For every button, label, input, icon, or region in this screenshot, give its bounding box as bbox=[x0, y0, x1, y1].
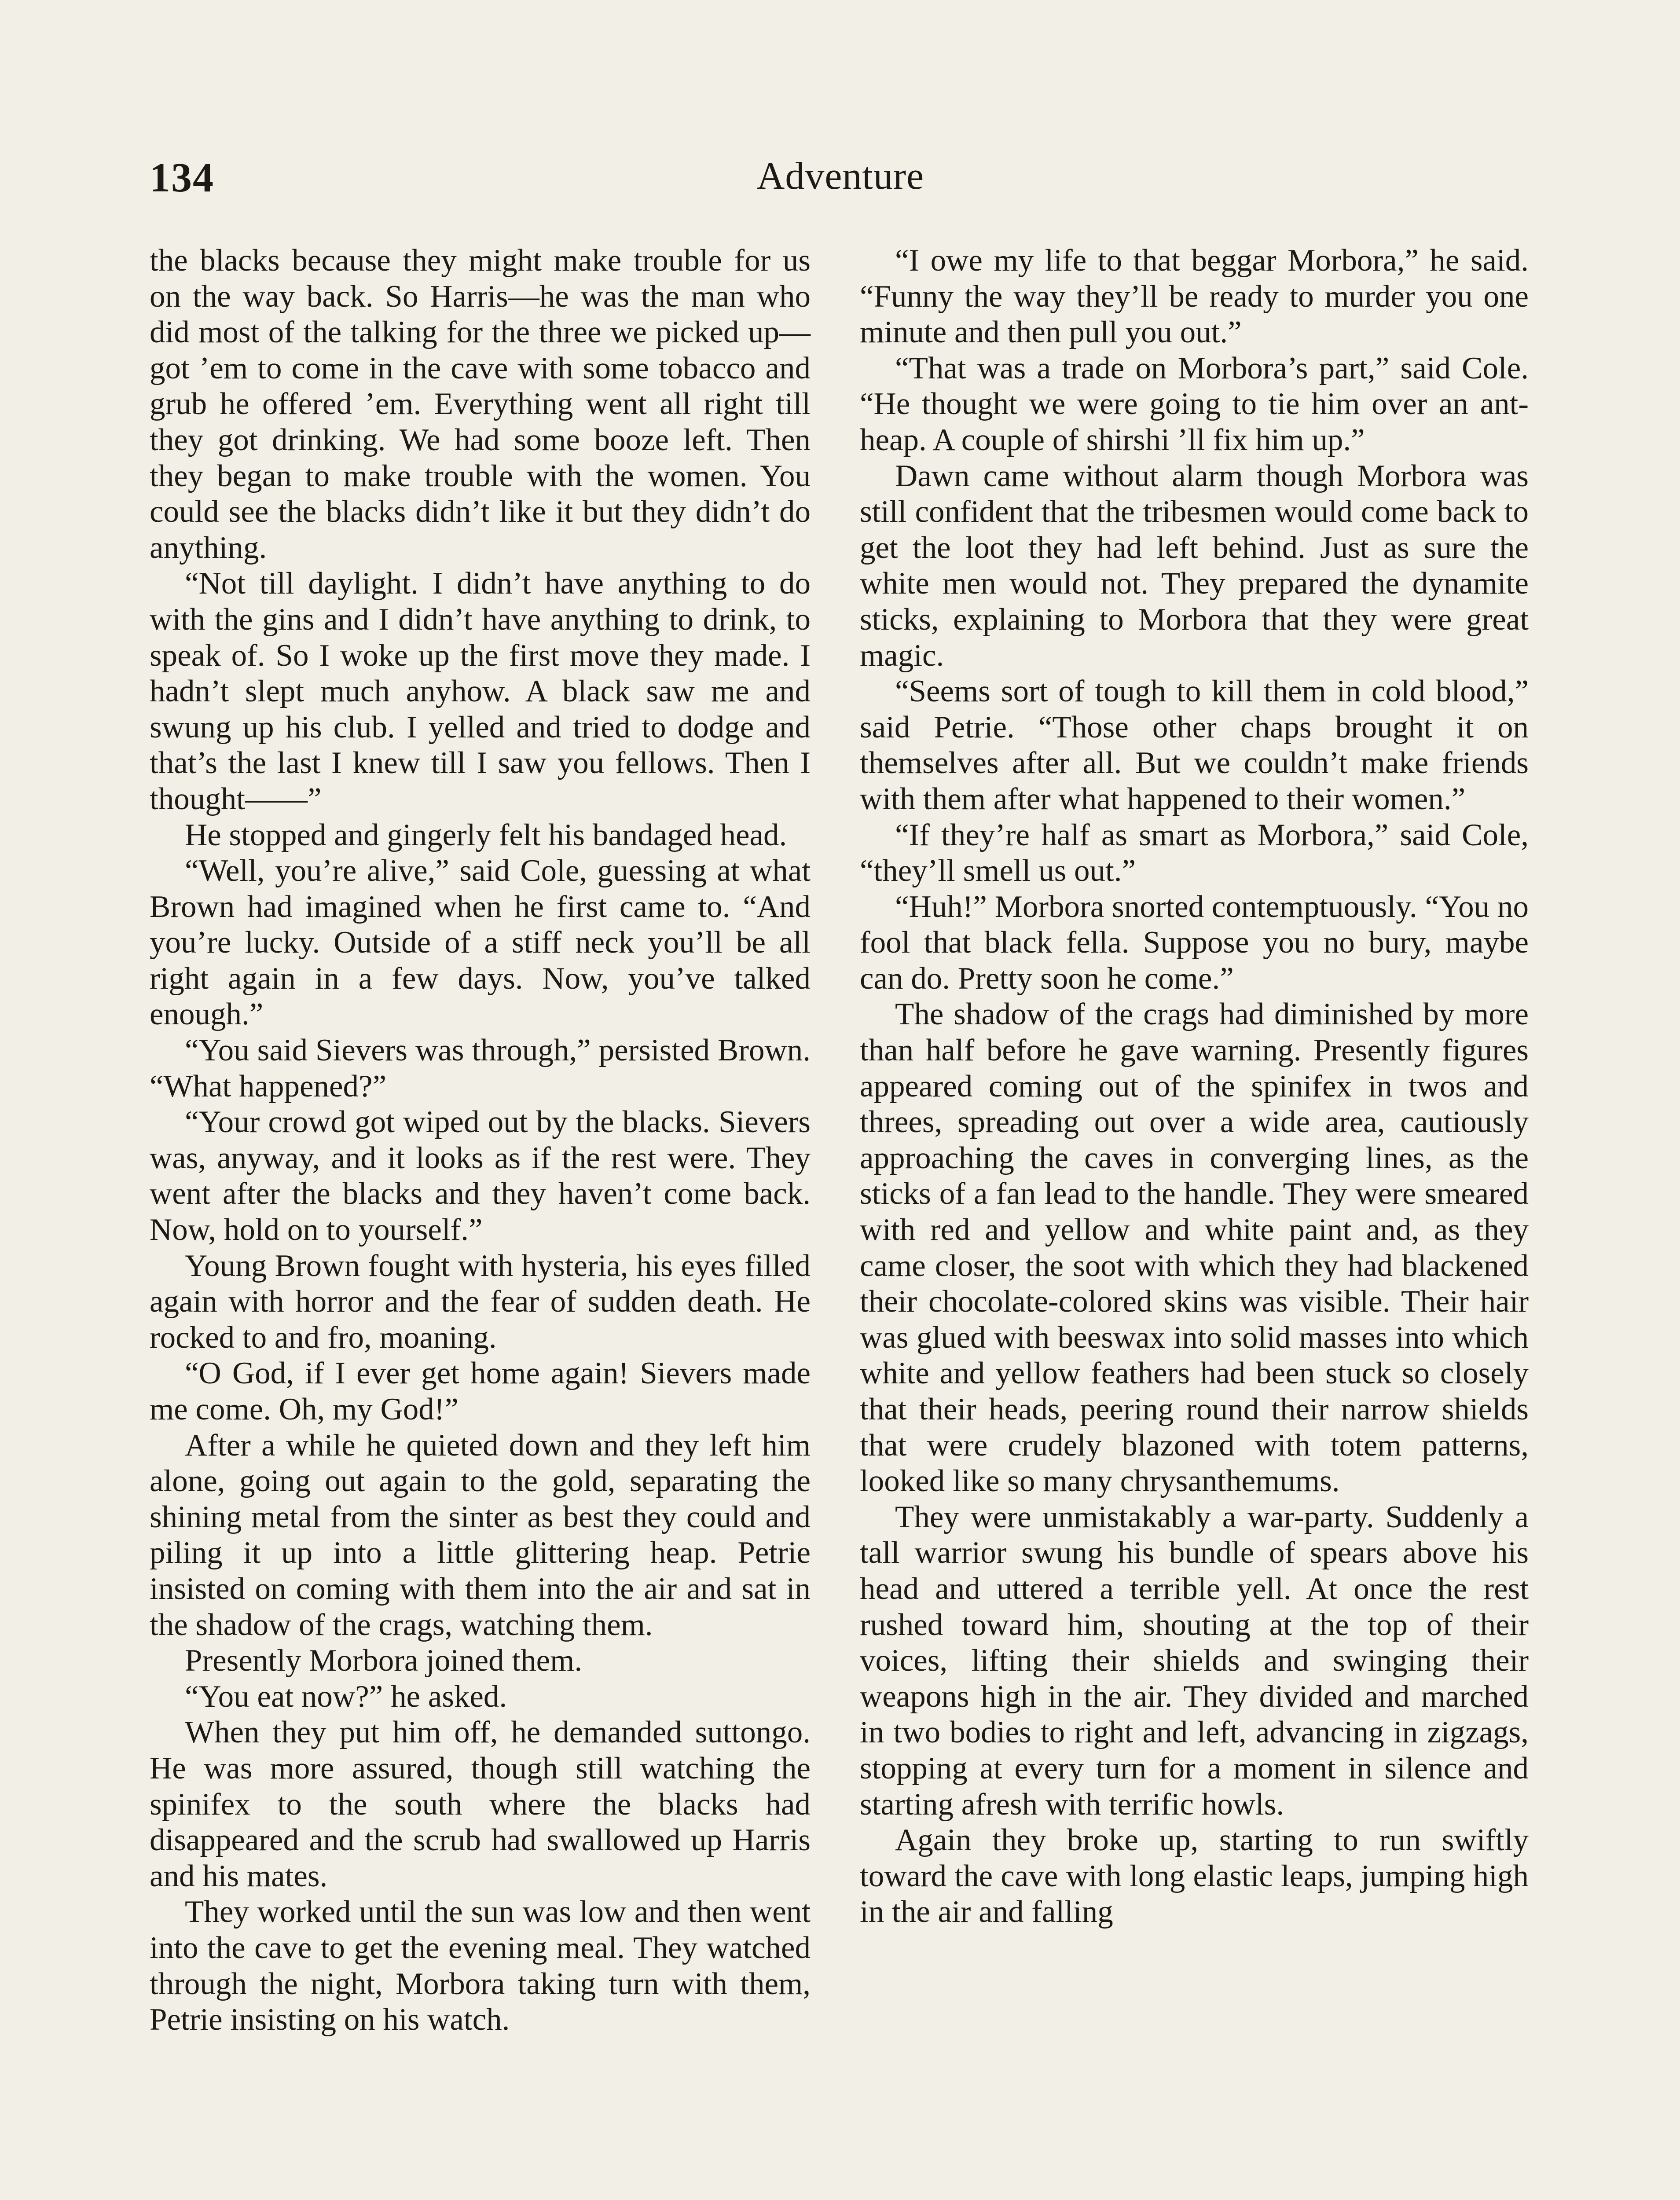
paragraph: “You said Sievers was through,” persisted Brown. “What happened?” bbox=[150, 1033, 811, 1104]
paragraph: They were unmistakably a war-party. Suddenly a tall warrior swung his bundle of spears above his head and uttered a terrible yell. At once the rest rushed toward him, shouting at the top of their voices, lifting their shields and swinging their weapons high in the air. They divided and marched in two bodies to right and left, advancing in zigzags, stopping at every turn for a moment in silence and starting afresh with terrific howls. bbox=[860, 1500, 1529, 1822]
paragraph: “You eat now?” he asked. bbox=[185, 1679, 507, 1714]
page-number: 134 bbox=[150, 155, 214, 201]
paragraph: They worked until the sun was low and then went into the cave to get the evening meal. They watched through the night, Morbora taking turn with them, Petrie insisting on his watch. bbox=[150, 1895, 811, 2037]
paragraph: He stopped and gingerly felt his bandaged head. bbox=[185, 818, 787, 852]
paragraph: “Well, you’re alive,” said Cole, guessing at what Brown had imagined when he first came to. “And you’re lucky. Outside of a stiff neck you’ll be all right again in a few days. Now, you’ve talked enough.” bbox=[150, 854, 811, 1032]
paragraph: Young Brown fought with hysteria, his eyes filled again with horror and the fear of sudden death. He rocked to and fro, moaning. bbox=[150, 1248, 811, 1355]
left-column bbox=[150, 243, 811, 2038]
page-header bbox=[150, 154, 1531, 216]
paragraph: “Your crowd got wiped out by the blacks. Sievers was, anyway, and it looks as if the rest were. They went after the blacks and they haven’t come back. Now, hold on to yourself.” bbox=[150, 1105, 811, 1247]
paragraph: When they put him off, he demanded suttongo. He was more assured, though still watching the spinifex to the south where the blacks had disappeared and the scrub had swallowed up Harris and his mates. bbox=[150, 1715, 811, 1893]
paragraph: The shadow of the crags had diminished by more than half before he gave warning. Presently figures appeared coming out of the spinifex in twos and threes, spreading out over a wide area, cautiously approaching the caves in converging lines, as the sticks of a fan lead to the handle. They were smeared with red and yellow and white paint and, as they came closer, the soot with which they had blackened their chocolate-colored skins was visible. Their hair was glued with beeswax into solid masses into which white and yellow feathers had been stuck so closely that their heads, peering round their narrow shields that were crudely blazoned with totem patterns, looked like so many chrysanthemums. bbox=[860, 997, 1529, 1499]
paragraph: “That was a trade on Morbora’s part,” said Cole. “He thought we were going to tie him over an ant-heap. A couple of shirshi ’ll fix him up.” bbox=[860, 351, 1529, 457]
paragraph: After a while he quieted down and they left him alone, going out again to the gold, separating the shining metal from the sinter as best they could and piling it up into a little glittering heap. Petrie insisted on coming with them into the air and sat in the shadow of the crags, watching them. bbox=[150, 1428, 811, 1642]
paragraph: “Huh!” Morbora snorted contemptuously. “You no fool that black fella. Suppose you no bury, maybe can do. Pretty soon he come.” bbox=[860, 889, 1529, 996]
paragraph: Presently Morbora joined them. bbox=[185, 1643, 583, 1678]
running-head-title: Adventure bbox=[756, 155, 924, 198]
paragraph: “If they’re half as smart as Morbora,” said Cole, “they’ll smell us out.” bbox=[860, 818, 1529, 888]
paragraph: “O God, if I ever get home again! Sievers made me come. Oh, my God!” bbox=[150, 1356, 811, 1426]
paragraph: “Seems sort of tough to kill them in cold blood,” said Petrie. “Those other chaps brought it on themselves after all. But we couldn’t make friends with them after what happened to their women.” bbox=[860, 674, 1529, 816]
paragraph: “Not till daylight. I didn’t have anything to do with the gins and I didn’t have anything to drink, to speak of. So I woke up the first move they made. I hadn’t slept much anyhow. A black saw me and swung up his club. I yelled and tried to dodge and that’s the last I knew till I saw you fellows. Then I thought——” bbox=[150, 566, 811, 816]
paragraph: Again they broke up, starting to run swiftly toward the cave with long elastic leaps, jumping high in the air and falling bbox=[860, 1823, 1529, 1929]
paragraph: the blacks because they might make trouble for us on the way back. So Harris—he was the man who did most of the talking for the three we picked up—got ’em to come in the cave with some tobacco and grub he offered ’em. Everything went all right till they got drinking. We had some booze left. Then they began to make trouble with the women. You could see the blacks didn’t like it but they didn’t do anything. bbox=[150, 243, 811, 565]
paragraph: Dawn came without alarm though Morbora was still confident that the tribesmen would come back to get the loot they had left behind. Just as sure the white men would not. They prepared the dynamite sticks, explaining to Morbora that they were great magic. bbox=[860, 458, 1529, 673]
right-column bbox=[860, 243, 1529, 1930]
paragraph: “I owe my life to that beggar Morbora,” he said. “Funny the way they’ll be ready to murder you one minute and then pull you out.” bbox=[860, 243, 1529, 350]
